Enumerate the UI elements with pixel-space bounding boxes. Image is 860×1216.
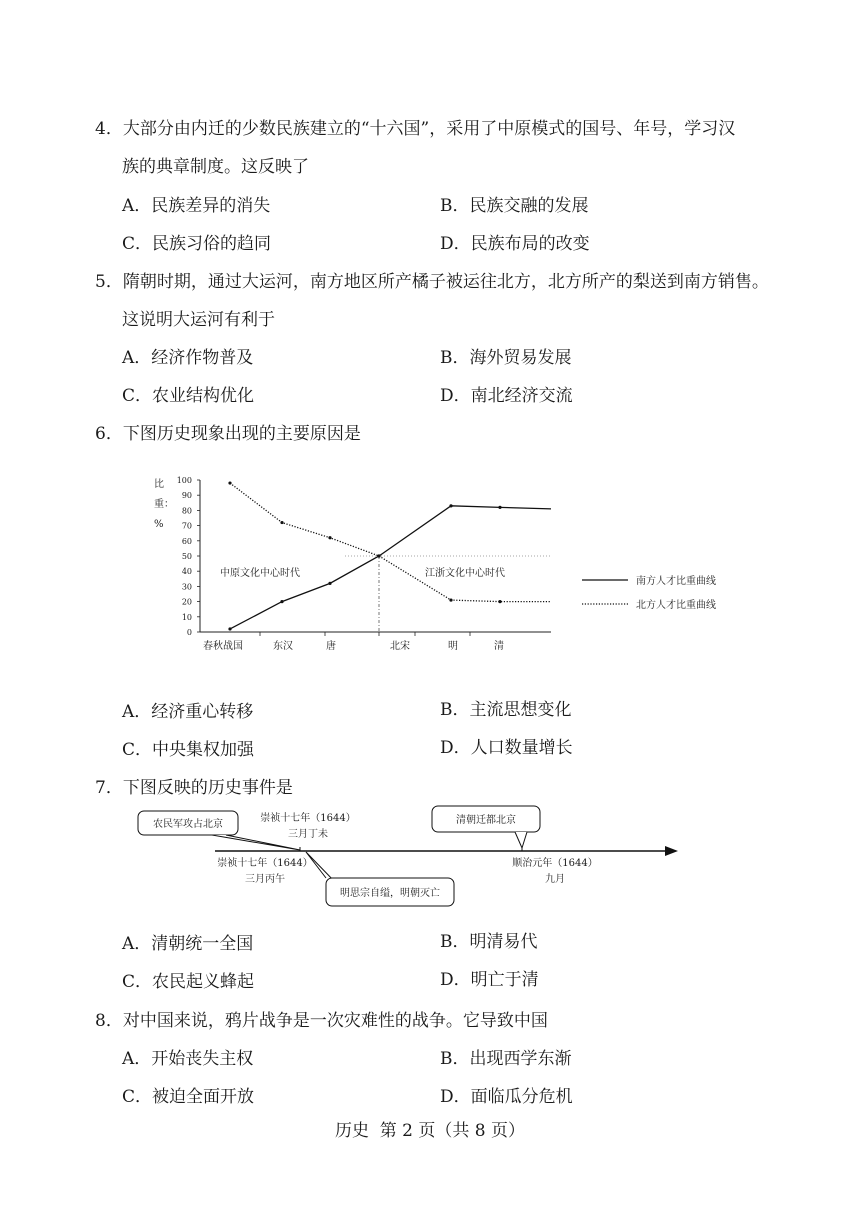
q8-option-d: D．面临瓜分危机	[440, 1087, 573, 1107]
y-tick-label: 20	[181, 597, 192, 607]
y-tick-label: 10	[181, 612, 192, 622]
q4-option-d: D．民族布局的改变	[440, 234, 590, 254]
talent-ratio-chart	[140, 465, 760, 665]
y-tick-label: 30	[181, 582, 192, 592]
north-data-point	[449, 598, 452, 601]
timeline-diagram	[130, 802, 690, 914]
q5-stem-line1: 5．隋朝时期，通过大运河，南方地区所产橘子被运往北方，北方所产的梨送到南方销售。	[95, 272, 769, 292]
q5-option-d: D．南北经济交流	[440, 386, 573, 406]
timeline-arrowhead	[665, 846, 678, 856]
south-data-point	[449, 504, 452, 507]
y-tick-label: 70	[181, 521, 192, 531]
callout-peasant-army-text: 农民军攻占北京	[153, 819, 223, 830]
annotation-central-plains: 中原文化中心时代	[220, 568, 300, 579]
q4-option-b: B．民族交融的发展	[440, 196, 589, 216]
legend-north-label: 北方人才比重曲线	[636, 600, 716, 611]
q6-option-a: A．经济重心转移	[122, 702, 254, 722]
q5-option-a: A．经济作物普及	[122, 348, 254, 368]
chart-ylabel-2: 重：	[154, 499, 174, 510]
event-below-left-day: 三月丙午	[245, 874, 285, 885]
q4-option-a: A．民族差异的消失	[122, 196, 271, 216]
south-data-point	[498, 506, 501, 509]
north-data-point	[328, 536, 331, 539]
q4-stem-line1: 4．大部分由内迁的少数民族建立的“十六国”，采用了中原模式的国号、年号，学习汉	[95, 119, 736, 139]
y-tick-label: 80	[181, 506, 192, 516]
legend-south-label: 南方人才比重曲线	[636, 576, 716, 587]
event-below-right-date: 顺治元年（1644）	[512, 858, 598, 869]
q4-option-c: C．民族习俗的趋同	[122, 234, 272, 254]
q6-option-d: D．人口数量增长	[440, 738, 573, 758]
x-tick-label: 清	[494, 641, 504, 652]
south-data-point	[280, 600, 283, 603]
page-footer: 历史 第 2 页（共 8 页）	[334, 1121, 526, 1141]
q7-option-d: D．明亡于清	[440, 970, 539, 990]
x-tick-label: 明	[448, 641, 458, 652]
q7-stem-line1: 7．下图反映的历史事件是	[95, 778, 293, 798]
north-data-point	[228, 481, 231, 484]
q7-option-b: B．明清易代	[440, 932, 538, 952]
north-data-point	[280, 521, 283, 524]
y-tick-label: 90	[181, 491, 192, 501]
event-below-right-month: 九月	[545, 874, 565, 885]
north-talent-line	[230, 483, 551, 602]
q7-option-c: C．农民起义蜂起	[122, 972, 255, 992]
y-tick-label: 40	[181, 567, 192, 577]
q7-option-a: A．清朝统一全国	[122, 934, 254, 954]
callout-qing-capital-pointer	[515, 832, 527, 848]
x-tick-label: 北宋	[390, 641, 410, 652]
callout-qing-capital-text: 清朝迁都北京	[456, 815, 516, 826]
x-tick-label: 唐	[326, 641, 336, 652]
event-above-day: 三月丁未	[288, 829, 328, 840]
callout-peasant-army-pointer	[212, 835, 300, 850]
q8-option-a: A．开始丧失主权	[122, 1049, 254, 1069]
y-tick-label: 0	[186, 628, 192, 637]
q8-option-b: B．出现西学东渐	[440, 1049, 572, 1069]
y-tick-label: 100	[176, 476, 192, 485]
q5-option-c: C．农业结构优化	[122, 386, 255, 406]
q8-stem-line1: 8．对中国来说，鸦片战争是一次灾难性的战争。它导致中国	[95, 1011, 548, 1031]
annotation-jiangzhe: 江浙文化中心时代	[425, 568, 505, 579]
north-data-point	[377, 554, 380, 557]
q5-stem-line2: 这说明大运河有利于	[122, 310, 275, 330]
event-above-date: 崇祯十七年（1644）	[260, 813, 356, 824]
q6-stem-line1: 6．下图历史现象出现的主要原因是	[95, 424, 361, 444]
q6-option-c: C．中央集权加强	[122, 740, 255, 760]
q8-option-c: C．被迫全面开放	[122, 1087, 255, 1107]
south-data-point	[228, 627, 231, 630]
q4-stem-line2: 族的典章制度。这反映了	[122, 157, 309, 177]
x-tick-label: 东汉	[273, 641, 293, 652]
q5-option-b: B．海外贸易发展	[440, 348, 572, 368]
callout-ming-fall-text: 明思宗自缢，明朝灭亡	[340, 888, 440, 899]
event-below-left-date: 崇祯十七年（1644）	[217, 858, 313, 869]
south-data-point	[328, 582, 331, 585]
y-tick-label: 60	[181, 536, 192, 546]
y-tick-label: 50	[181, 552, 192, 561]
north-data-point	[498, 600, 501, 603]
chart-ylabel-1: 比	[154, 479, 164, 490]
chart-ylabel-3: %	[154, 519, 164, 530]
x-tick-label: 春秋战国	[203, 641, 243, 652]
q6-option-b: B．主流思想变化	[440, 700, 572, 720]
